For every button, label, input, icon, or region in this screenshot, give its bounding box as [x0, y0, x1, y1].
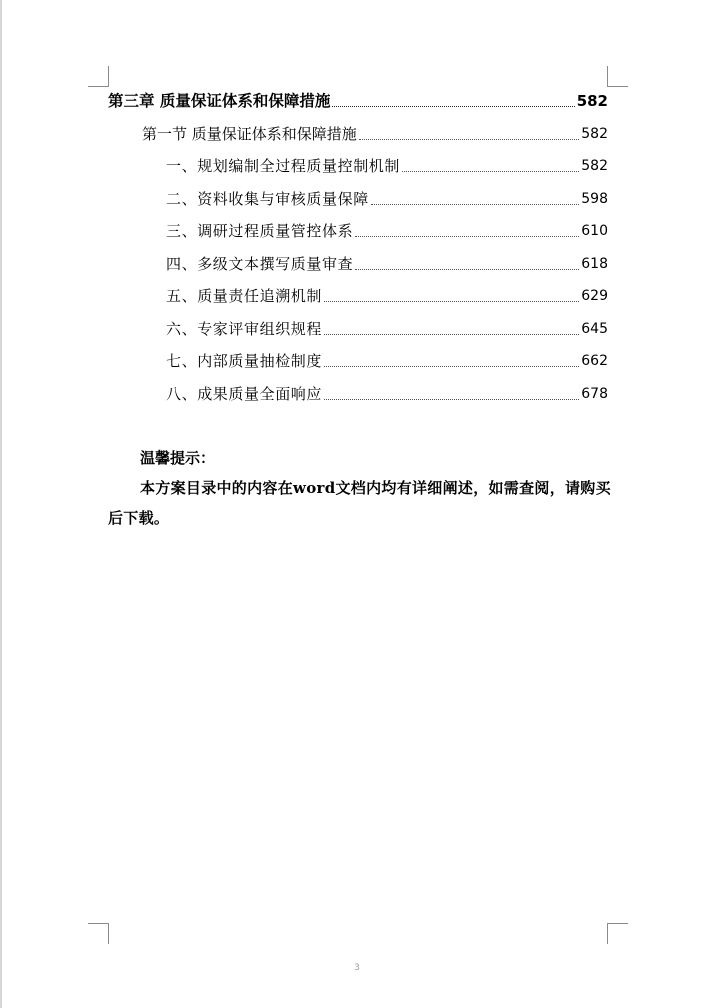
toc-item-page: 662	[581, 353, 608, 369]
toc-leader	[324, 398, 579, 400]
notice-block	[108, 443, 613, 533]
crop-mark-top-left	[88, 66, 109, 87]
toc-leader	[371, 203, 579, 205]
toc-item-entry[interactable]	[108, 241, 608, 274]
crop-mark-top-right	[607, 66, 628, 87]
notice-heading: 温馨提示：	[140, 449, 216, 467]
toc-item-page: 598	[581, 190, 608, 207]
toc-item-entry[interactable]	[108, 306, 608, 339]
toc-section-page: 582	[581, 125, 608, 142]
toc-item-label: 二、资料收集与审核质量保障	[166, 189, 369, 208]
toc-leader	[324, 300, 579, 302]
toc-leader	[359, 138, 579, 140]
toc-item-entry[interactable]	[108, 144, 608, 177]
toc-item-page: 618	[581, 255, 608, 272]
toc-item-page: 678	[581, 385, 608, 402]
toc-section-entry[interactable]	[108, 111, 608, 144]
toc-chapter-page: 582	[576, 92, 608, 110]
crop-mark-bottom-left	[88, 923, 109, 944]
toc-item-entry[interactable]	[108, 371, 608, 404]
toc-item-entry[interactable]	[108, 274, 608, 307]
toc-item-label: 一、规划编制全过程质量控制机制	[166, 157, 401, 175]
toc-item-label: 七、内部质量抽检制度	[166, 352, 323, 370]
toc-chapter-label: 第三章 质量保证体系和保障措施	[108, 92, 331, 110]
toc-item-page: 645	[581, 320, 608, 337]
toc-item-page: 582	[581, 158, 608, 174]
toc-leader	[332, 105, 574, 107]
toc-item-page: 610	[581, 223, 608, 239]
toc-section-label: 第一节 质量保证体系和保障措施	[142, 124, 357, 143]
toc-leader	[355, 235, 579, 237]
table-of-contents	[108, 84, 608, 404]
page-number: 3	[354, 963, 360, 973]
notice-body: 本方案目录中的内容在word文档内均有详细阐述，如需查阅，请购买后下载。	[108, 479, 611, 527]
toc-item-entry[interactable]	[108, 209, 608, 242]
toc-item-label: 六、专家评审组织规程	[166, 319, 323, 338]
toc-leader	[402, 170, 579, 172]
toc-item-entry[interactable]	[108, 176, 608, 209]
crop-mark-bottom-right	[607, 923, 628, 944]
toc-item-label: 三、调研过程质量管控体系	[166, 222, 354, 240]
toc-chapter-entry[interactable]	[108, 84, 608, 111]
toc-item-label: 五、质量责任追溯机制	[166, 287, 323, 305]
toc-item-label: 四、多级文本撰写质量审查	[166, 254, 354, 273]
toc-item-page: 629	[581, 288, 608, 304]
page-edge	[0, 0, 2, 1008]
toc-item-label: 八、成果质量全面响应	[166, 384, 323, 403]
toc-leader	[324, 333, 579, 335]
toc-leader	[324, 365, 579, 367]
toc-item-entry[interactable]	[108, 339, 608, 372]
toc-leader	[355, 268, 579, 270]
